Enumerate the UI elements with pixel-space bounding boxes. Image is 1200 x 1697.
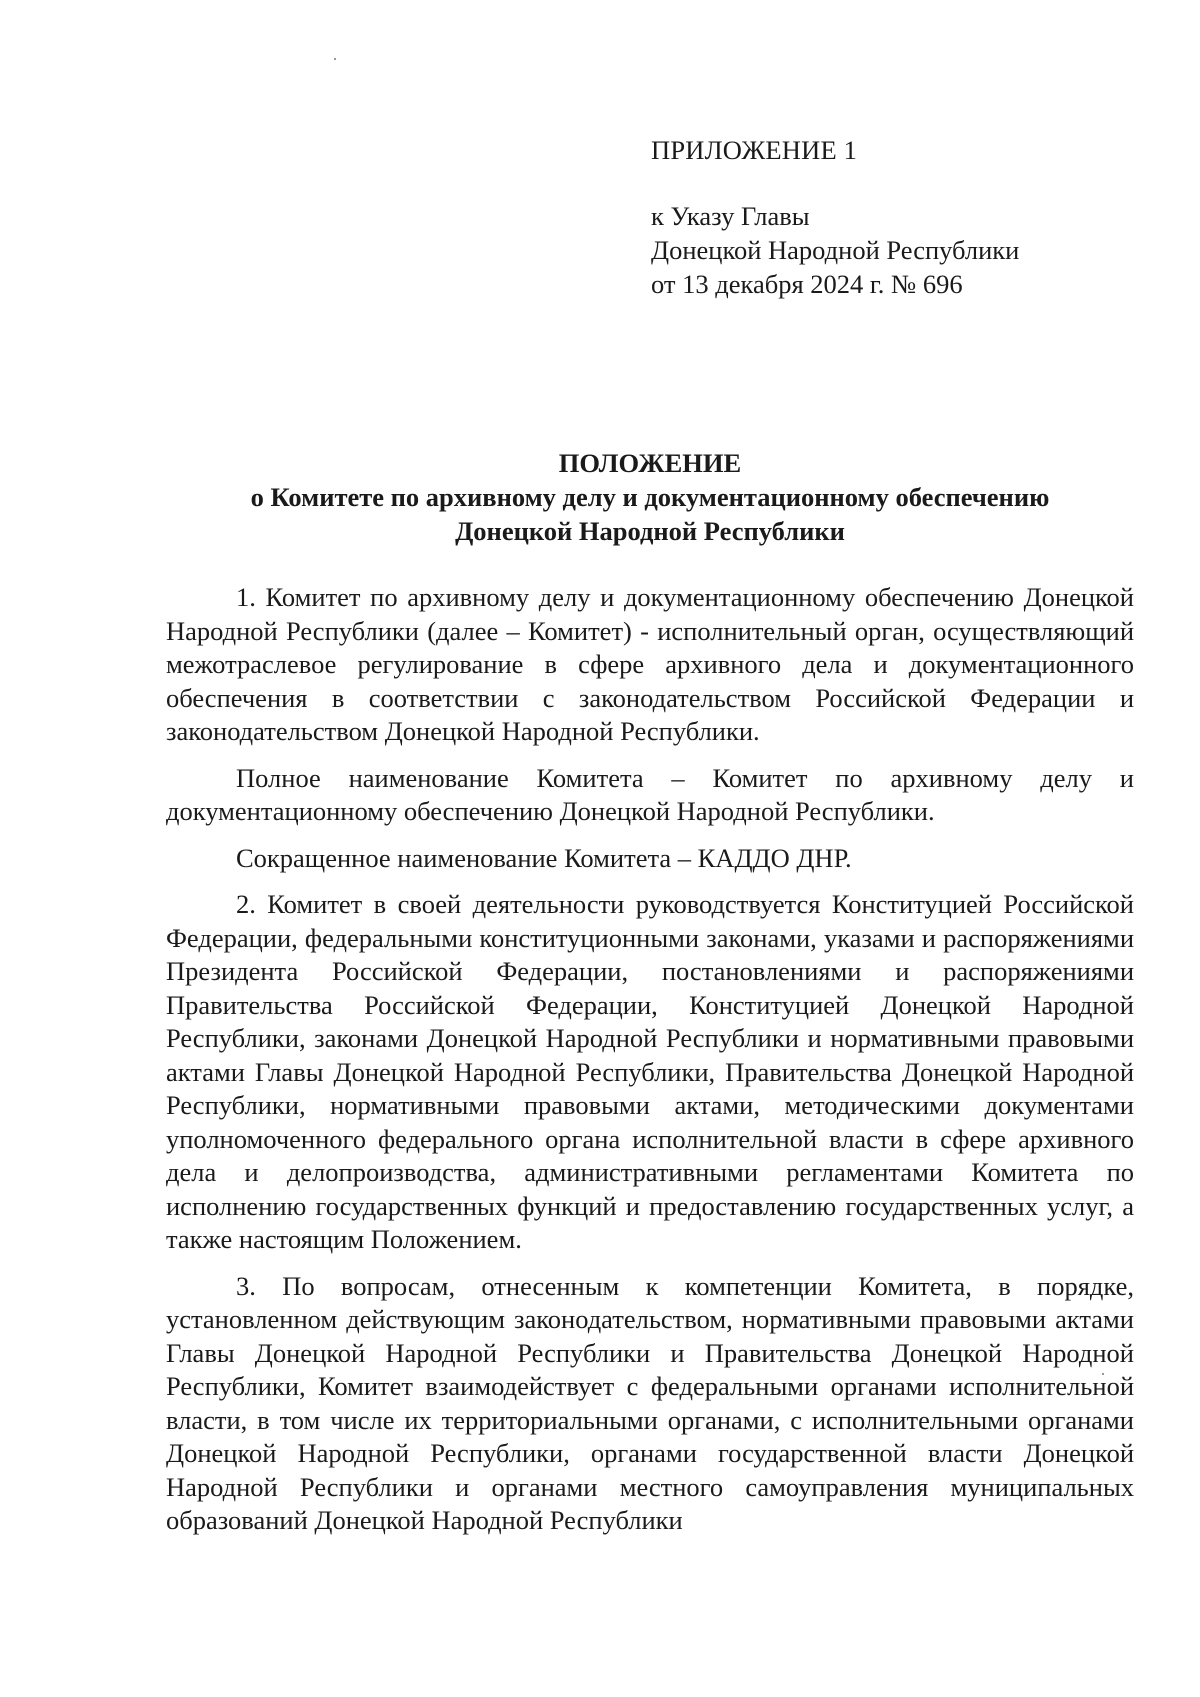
document-heading xyxy=(165,446,1135,548)
appendix-line: к Указу Главы xyxy=(651,201,810,231)
paragraph: Полное наименование Комитета – Комитет по архивному делу и документационному обеспечению Донецкой Народной Республики. xyxy=(166,762,1134,826)
document-body xyxy=(166,581,1134,1551)
paragraph: 1. Комитет по архивному делу и документационному обеспечению Донецкой Народной Республики (далее – Комитет) - исполнительный орган, осуществляющий межотраслевое регулирование в сфере архивного дела и документационного обеспечения в соответствии с законодательством Российской Федерации и законодательством Донецкой Народной Республики. xyxy=(166,582,1134,746)
document-subtitle: Донецкой Народной Республики xyxy=(455,516,845,546)
document-subtitle: о Комитете по архивному делу и документационному обеспечению xyxy=(250,482,1050,512)
appendix-title: ПРИЛОЖЕНИЕ 1 xyxy=(651,135,858,165)
paragraph: 2. Комитет в своей деятельности руководствуется Конституцией Российской Федерации, федеральными конституционными законами, указами и распоряжениями Президента Российской Федерации, постановлениями и распоряжениями Правительства Российской Федерации, Конституцией Донецкой Народной Республики, законами Донецкой Народной Республики и нормативными правовыми актами Главы Донецкой Народной Республики, Правительства Донецкой Народной Республики, нормативными правовыми актами, методическими документами уполномоченного федерального органа исполнительной власти в сфере архивного дела и делопроизводства, административными регламентами Комитета по исполнению государственных функций и предоставлению государственных услуг, а также настоящим Положением. xyxy=(166,889,1134,1254)
appendix-line: Донецкой Народной Республики xyxy=(651,235,1020,265)
paragraph: 3. По вопросам, отнесенным к компетенции Комитета, в порядке, установленном действующим законодательством, нормативными правовыми актами Главы Донецкой Народной Республики и Правительства Донецкой Народной Республики, Комитет взаимодействует с федеральными органами исполнительной власти, в том числе их территориальными органами, с исполнительными органами Донецкой Народной Республики, органами государственной власти Донецкой Народной Республики и органами местного самоуправления муниципальных образований Донецкой Народной Республики xyxy=(166,1270,1134,1535)
document-title: ПОЛОЖЕНИЕ xyxy=(558,448,742,478)
appendix-block xyxy=(651,133,1019,301)
appendix-line: от 13 декабря 2024 г. № 696 xyxy=(651,269,963,299)
scan-speck xyxy=(334,58,336,60)
paragraph: Сокращенное наименование Комитета – КАДДО ДНР. xyxy=(236,842,852,873)
